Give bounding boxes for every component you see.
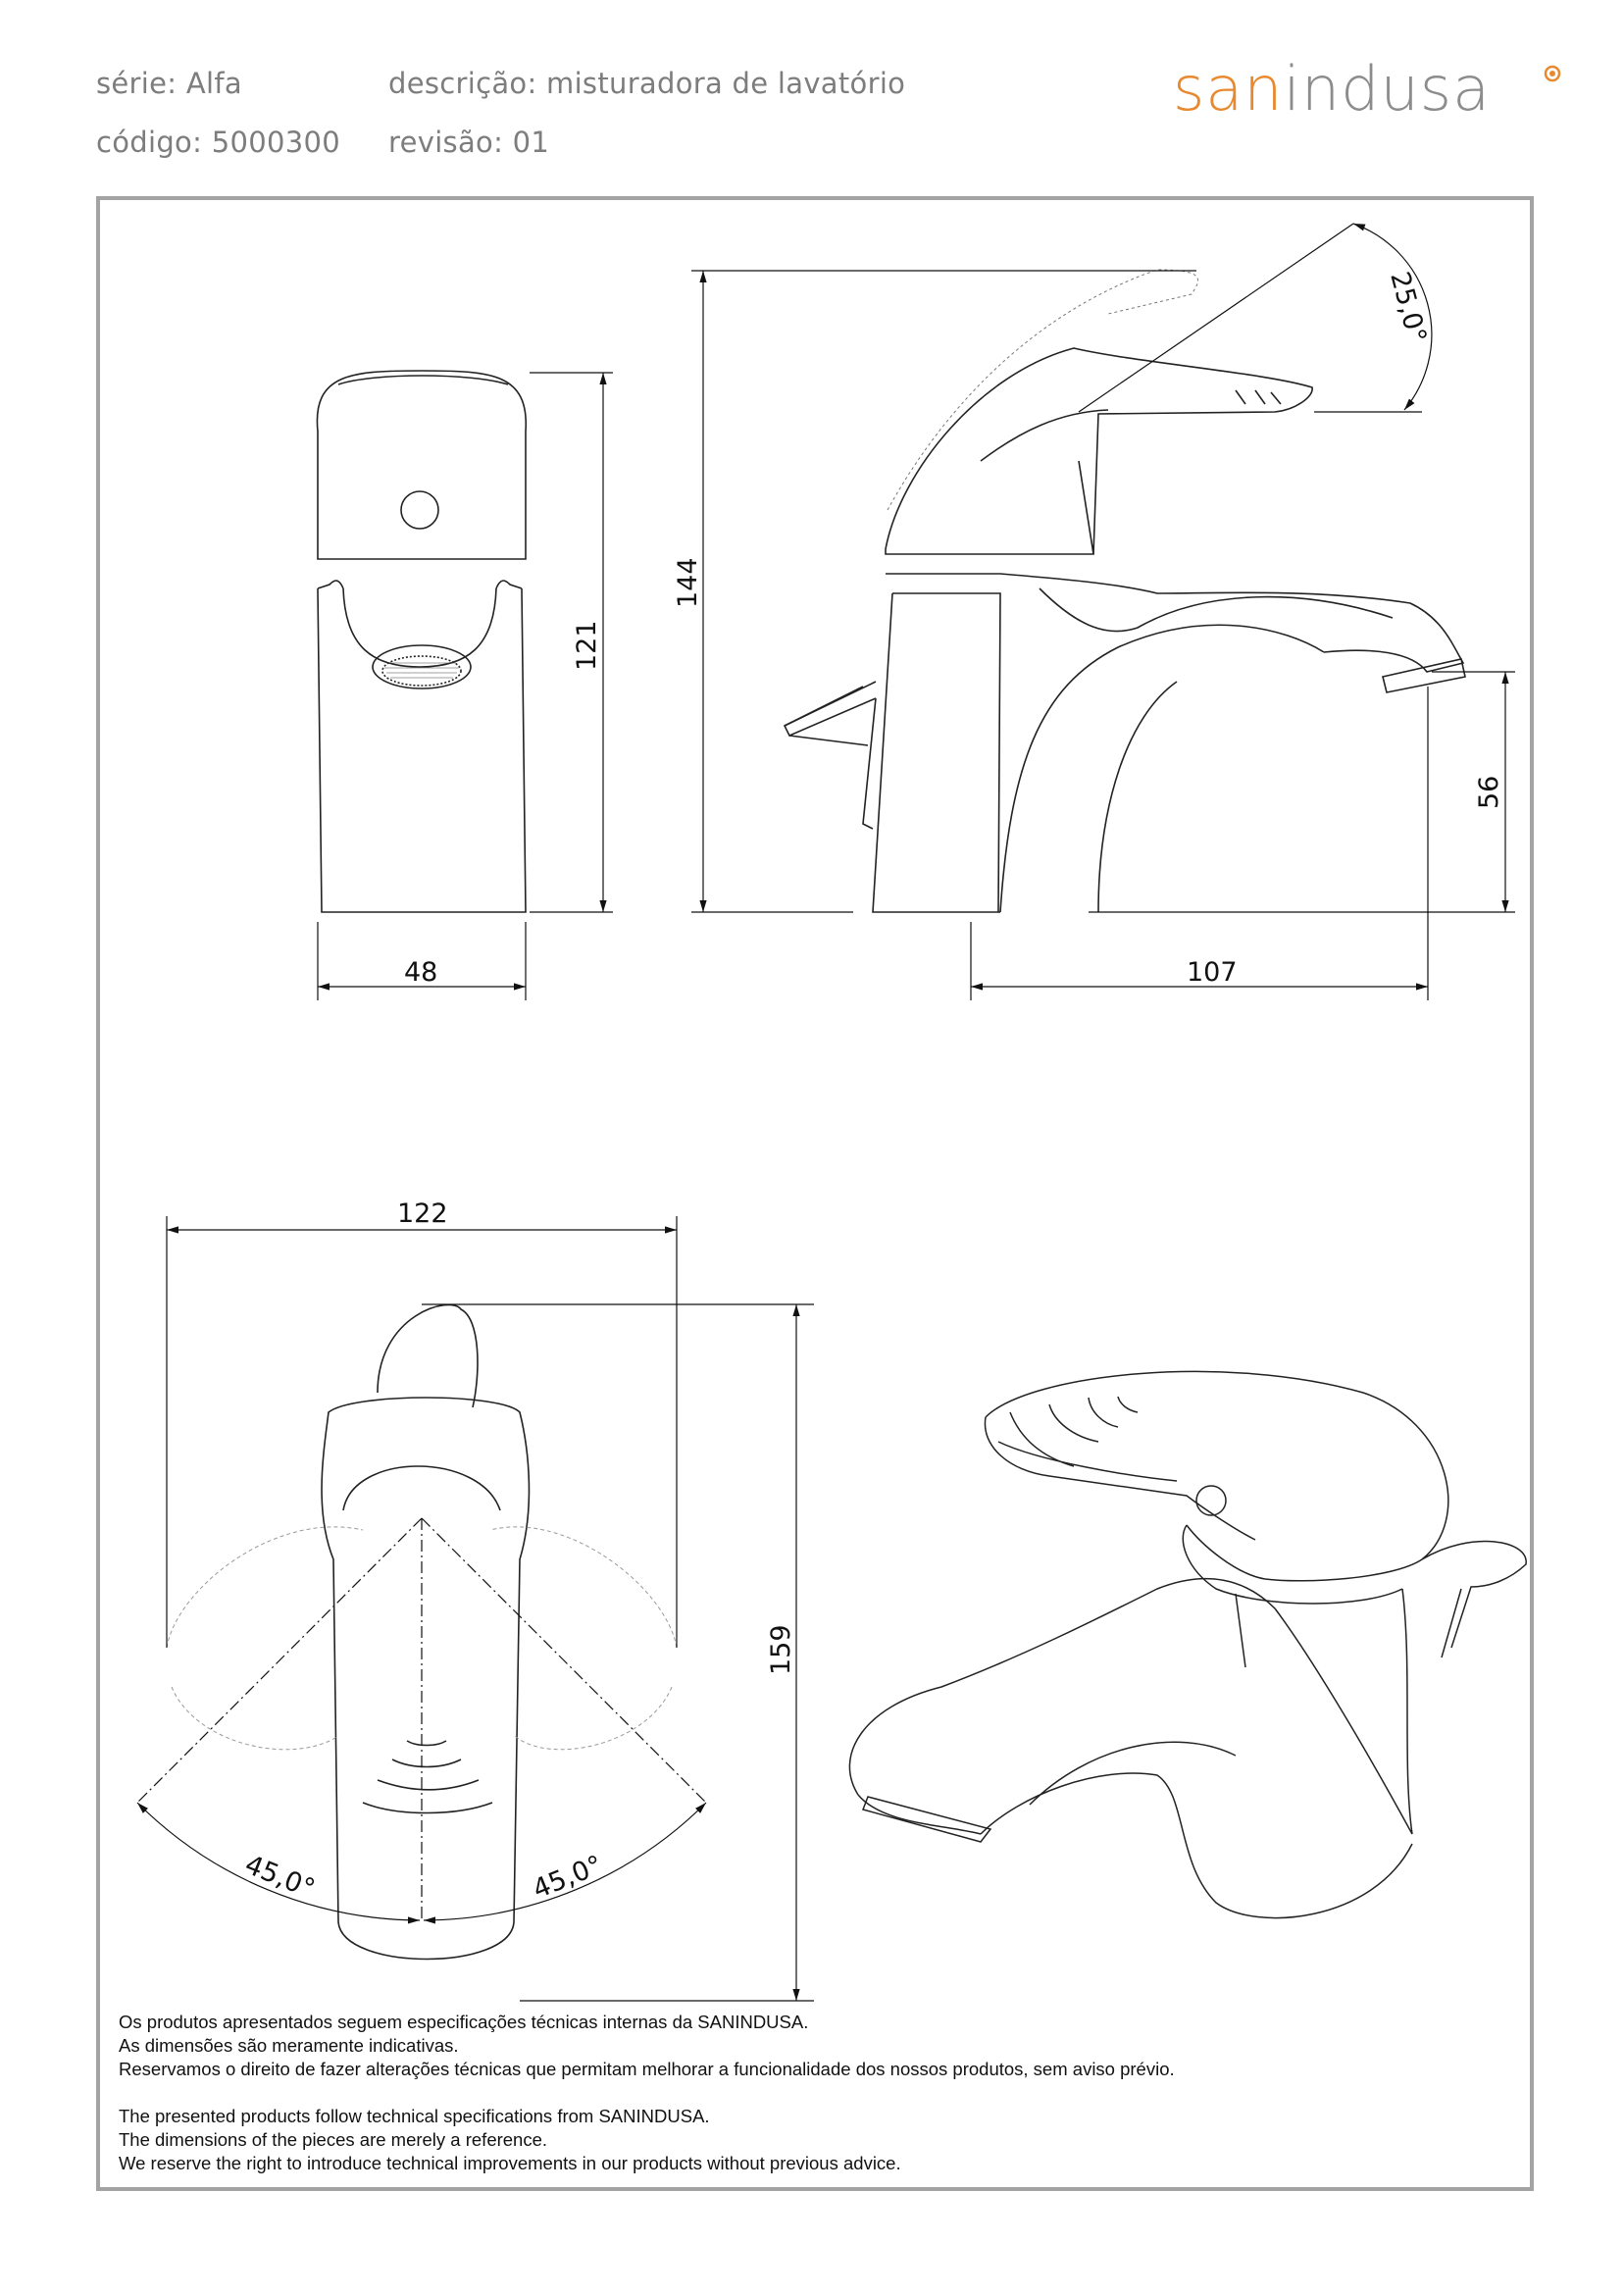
dim-lines-side <box>691 224 1515 1000</box>
side-lever-ghost <box>888 270 1198 510</box>
disclaimer-pt-3: Reservamos o direito de fazer alterações técnicas que permitam melhorar a funcionalidade dos nossos produtos, sem aviso prévio. <box>119 2059 1175 2079</box>
disclaimer-en-1: The presented products follow technical specifications from SANINDUSA. <box>119 2106 710 2126</box>
disclaimer-en-2: The dimensions of the pieces are merely a reference. <box>119 2129 548 2150</box>
logo-part-indusa: indusa <box>1283 53 1492 125</box>
dim-width-front: 48 <box>404 957 438 988</box>
codigo-label: código: 5000300 <box>96 126 340 159</box>
revisao-label: revisão: 01 <box>388 126 550 159</box>
dim-height-side: 144 <box>673 557 703 608</box>
logo-part-san: san <box>1173 53 1284 125</box>
top-view <box>322 1304 529 1959</box>
dim-top-length: 159 <box>766 1624 796 1675</box>
dim-top-width: 122 <box>397 1198 448 1229</box>
dim-lever-angle: 25,0° <box>1384 268 1433 346</box>
front-view <box>317 371 526 912</box>
rotation-axes <box>137 1518 706 1922</box>
dim-rotation-left: 45,0° <box>240 1849 320 1906</box>
dim-spout-height: 56 <box>1474 775 1504 809</box>
serie-label: série: Alfa <box>96 67 242 100</box>
perspective-view <box>849 1371 1526 1917</box>
disclaimer-en-3: We reserve the right to introduce technical improvements in our products without previous advice. <box>119 2153 901 2173</box>
side-view <box>785 348 1465 912</box>
dim-height-front: 121 <box>572 620 602 671</box>
descricao-label: descrição: misturadora de lavatório <box>388 67 906 100</box>
dim-rotation-right: 45,0° <box>529 1850 607 1906</box>
disclaimer-pt-2: As dimensões são meramente indicativas. <box>119 2035 459 2056</box>
dim-lines-front <box>318 373 613 1000</box>
disclaimer-pt-1: Os produtos apresentados seguem especificações técnicas internas da SANINDUSA. <box>119 2012 809 2032</box>
dim-spout-reach: 107 <box>1187 957 1238 988</box>
